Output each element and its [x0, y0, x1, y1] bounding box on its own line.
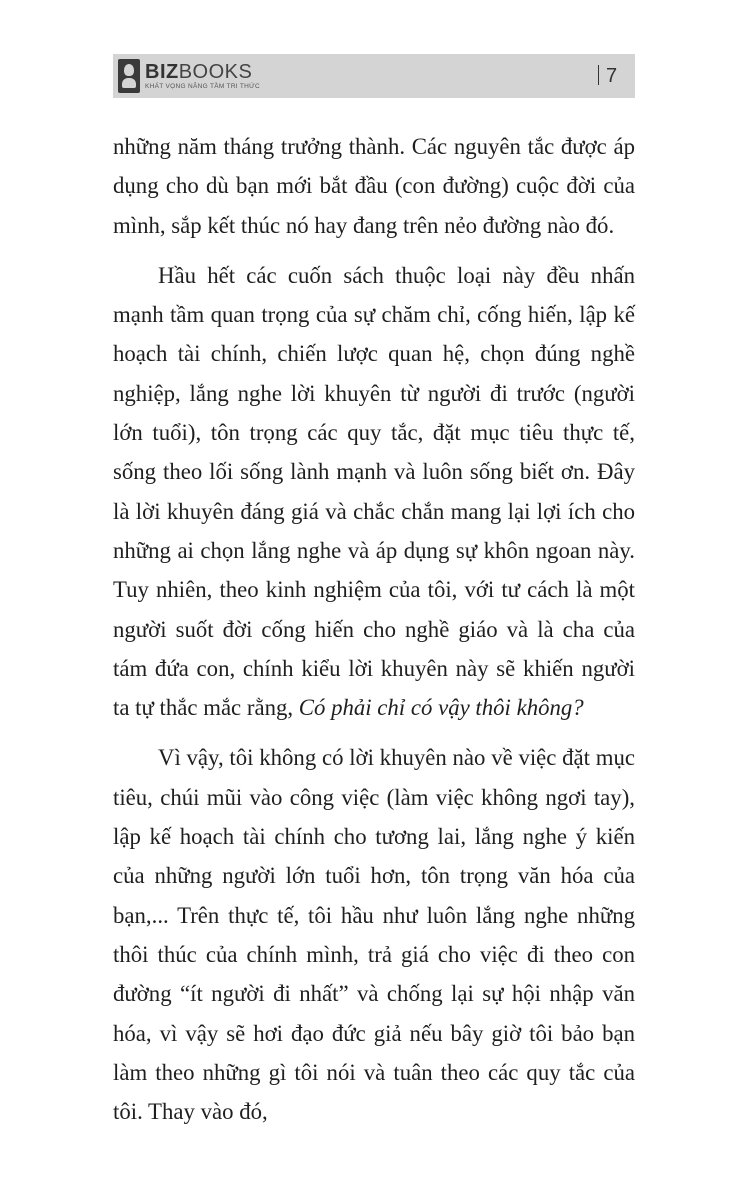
paragraph-1: những năm tháng trưởng thành. Các nguyên tắc được áp dụng cho dù bạn mới bắt đầu (con đường) cuộc đời của mình, sắp kết thúc nó hay đang trên nẻo đường nào đó. [113, 134, 635, 238]
page-number: 7 [606, 65, 618, 87]
page-number-block [598, 62, 617, 90]
page-number-divider [598, 65, 599, 85]
page-body [113, 127, 635, 1131]
paragraph-3: Vì vậy, tôi không có lời khuyên nào về việc đặt mục tiêu, chúi mũi vào công việc (làm việc không ngơi tay), lập kế hoạch tài chính cho tương lai, lắng nghe ý kiến của những người lớn tuổi hơn, tôn trọng văn hóa của bạn,... Trên thực tế, tôi hầu như luôn lắng nghe những thôi thúc của chính mình, trả giá cho việc đi theo con đường “ít người đi nhất” và chống lại sự hội nhập văn hóa, vì vậy sẽ hơi đạo đức giả nếu bây giờ tôi bảo bạn làm theo những gì tôi nói và tuân theo các quy tắc của tôi. Thay vào đó, [113, 745, 635, 1125]
paragraph-2-text: Hầu hết các cuốn sách thuộc loại này đều nhấn mạnh tầm quan trọng của sự chăm chỉ, cống hiến, lập kế hoạch tài chính, chiến lược quan hệ, chọn đúng nghề nghiệp, lắng nghe lời khuyên từ người đi trước (người lớn tuổi), tôn trọng các quy tắc, đặt mục tiêu thực tế, sống theo lối sống lành mạnh và luôn sống biết ơn. Đây là lời khuyên đáng giá và chắc chắn mang lại lợi ích cho những ai chọn lắng nghe và áp dụng sự khôn ngoan này. Tuy nhiên, theo kinh nghiệm của tôi, với tư cách là một người suốt đời cống hiến cho nghề giáo và là cha của tám đứa con, chính kiểu lời khuyên này sẽ khiến người ta tự thắc mắc rằng, [113, 262, 635, 721]
paragraph-2 [113, 256, 635, 728]
paragraph-2-italic: Có phải chỉ có vậy thôi không? [298, 695, 584, 721]
logo-brand [145, 62, 260, 82]
logo-tagline: KHÁT VỌNG NÂNG TẦM TRI THỨC [145, 82, 261, 90]
publisher-logo [118, 57, 260, 95]
logo-text [145, 62, 260, 91]
logo-brand-bold: BIZ [145, 60, 179, 83]
logo-brand-light: BOOKS [178, 60, 253, 83]
bizbooks-logo-icon [118, 59, 140, 93]
